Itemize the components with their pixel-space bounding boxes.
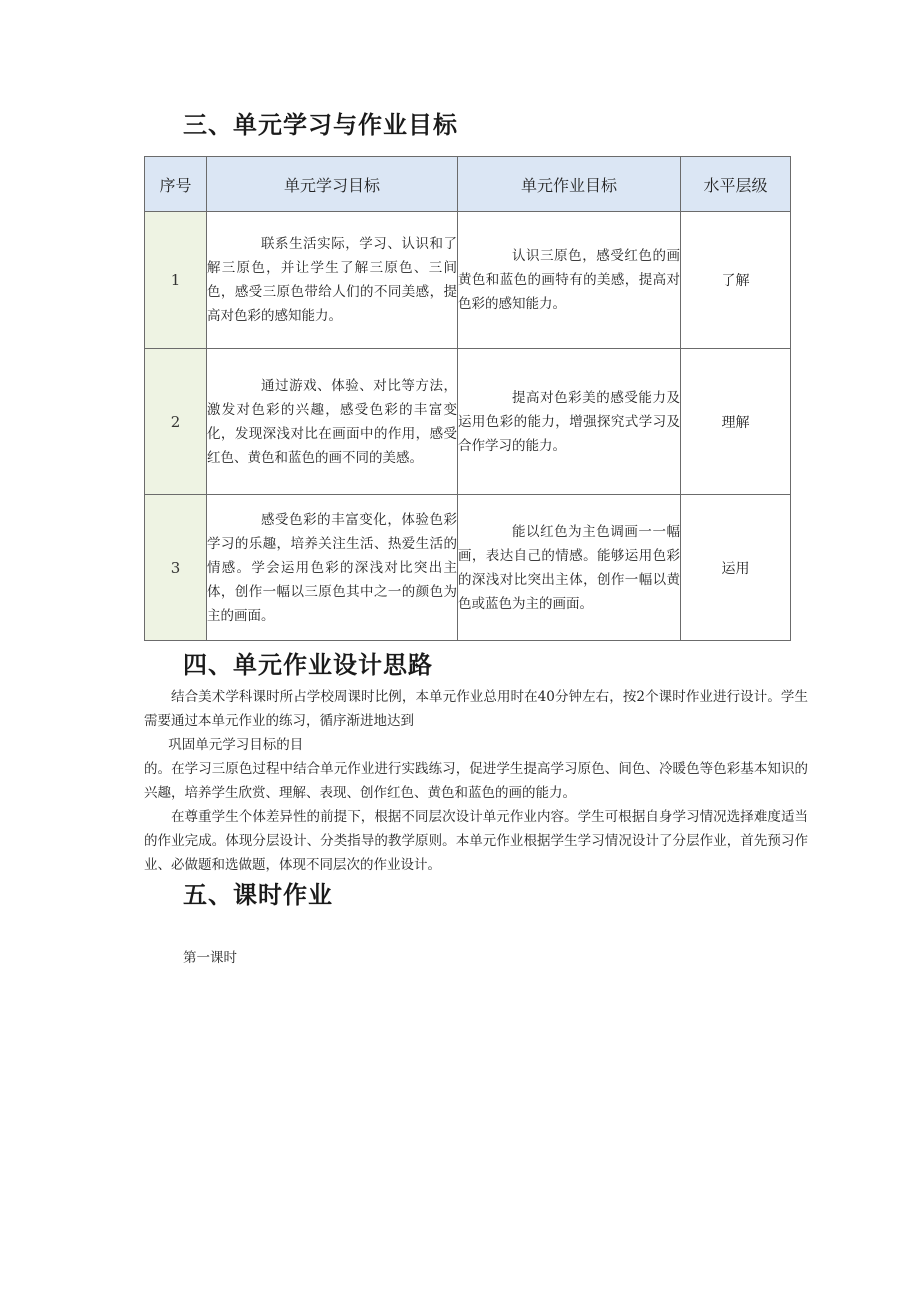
table-row <box>145 495 791 641</box>
homework-goal-cell: 认识三原色，感受红色的画黄色和蓝色的画特有的美感，提高对色彩的感知能力。 <box>458 212 681 349</box>
lesson-label: 第一课时 <box>183 950 237 966</box>
paragraph-design-4: 在尊重学生个体差异性的前提下，根据不同层次设计单元作业内容。学生可根据自身学习情况选择难度适当的作业完成。体现分层设计、分类指导的教学原则。本单元作业根据学生学习情况设计了分层作业，首先预习作业、必做题和选做题，体现不同层次的作业设计。 <box>144 809 808 873</box>
header-level: 水平层级 <box>681 157 791 212</box>
paragraph-design-1: 结合美术学科课时所占学校周课时比例，本单元作业总用时在40分钟左右，按2个课时作业进行设计。学生需要通过本单元作业的练习，循序渐进地达到 <box>144 689 808 729</box>
table-row <box>145 349 791 495</box>
level-cell: 了解 <box>681 212 791 349</box>
level-cell: 理解 <box>681 349 791 495</box>
learning-goal-cell: 通过游戏、体验、对比等方法，激发对色彩的兴趣，感受色彩的丰富变化，发现深浅对比在画面中的作用，感受红色、黄色和蓝色的画不同的美感。 <box>207 349 458 495</box>
section-heading-3: 三、单元学习与作业目标 <box>183 111 458 139</box>
homework-goal-cell: 能以红色为主色调画一一幅画，表达自己的情感。能够运用色彩的深浅对比突出主体，创作一幅以黄色或蓝色为主的画面。 <box>458 495 681 641</box>
header-learning-goal: 单元学习目标 <box>207 157 458 212</box>
row-number: 2 <box>145 349 207 495</box>
row-number: 3 <box>145 495 207 641</box>
level-cell: 运用 <box>681 495 791 641</box>
section-heading-5: 五、课时作业 <box>183 881 333 909</box>
learning-goal-cell: 感受色彩的丰富变化，体验色彩学习的乐趣，培养关注生活、热爱生活的情感。学会运用色彩的深浅对比突出主体，创作一幅以三原色其中之一的颜色为主的画面。 <box>207 495 458 641</box>
paragraph-design-3: 的。在学习三原色过程中结合单元作业进行实践练习，促进学生提高学习原色、间色、冷暖色等色彩基本知识的兴趣，培养学生欣赏、理解、表现、创作红色、黄色和蓝色的画的能力。 <box>144 761 808 801</box>
section-heading-4: 四、单元作业设计思路 <box>183 651 433 679</box>
paragraph-design-2: 巩固单元学习目标的目 <box>168 737 304 753</box>
learning-goal-cell: 联系生活实际，学习、认识和了解三原色，并让学生了解三原色、三间色，感受三原色带给人们的不同美感，提高对色彩的感知能力。 <box>207 212 458 349</box>
row-number: 1 <box>145 212 207 349</box>
table-row <box>145 212 791 349</box>
goals-table <box>144 156 791 641</box>
table-header-row <box>145 157 791 212</box>
header-homework-goal: 单元作业目标 <box>458 157 681 212</box>
homework-goal-cell: 提高对色彩美的感受能力及运用色彩的能力，增强探究式学习及合作学习的能力。 <box>458 349 681 495</box>
header-number: 序号 <box>145 157 207 212</box>
